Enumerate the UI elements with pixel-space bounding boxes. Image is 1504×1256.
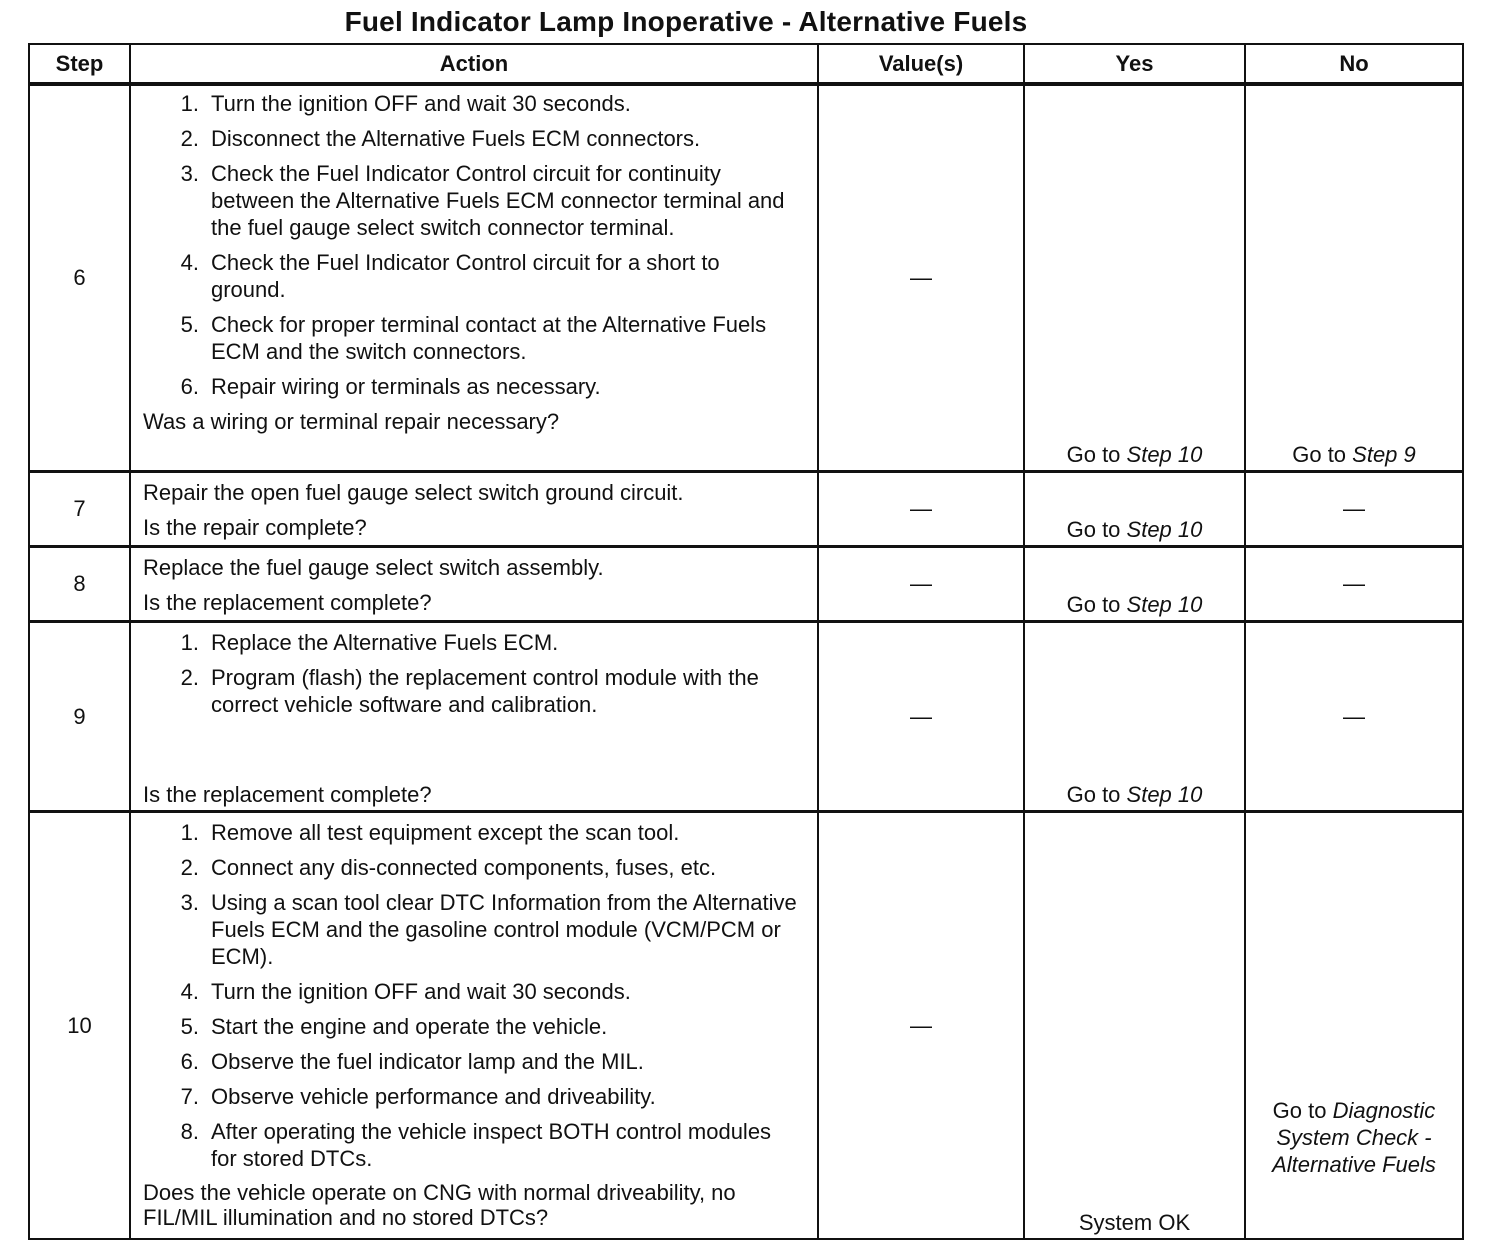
action-cell	[130, 546, 818, 621]
value-cell: —	[818, 546, 1024, 621]
action-cell	[130, 811, 818, 1239]
step-number: 7	[29, 471, 130, 546]
value-cell: —	[818, 84, 1024, 471]
yes-cell	[1024, 471, 1245, 546]
header-action: Action	[130, 44, 818, 84]
action-text: Repair the open fuel gauge select switch ground circuit.	[143, 479, 684, 505]
action-list	[143, 819, 797, 1172]
question-text: Was a wiring or terminal repair necessary?	[143, 409, 560, 434]
yes-cell	[1024, 546, 1245, 621]
yes-cell	[1024, 84, 1245, 471]
yes-cell	[1024, 811, 1245, 1239]
table-row	[29, 84, 1463, 471]
list-item: 3. Check the Fuel Indicator Control circuit for continuity between the Alternative Fuels ECM connector terminal and the fuel gauge select switch connector terminal.	[180, 161, 785, 240]
header-values: Value(s)	[818, 44, 1024, 84]
yes-instruction: Go to Step 10	[1066, 781, 1203, 807]
step-number: 10	[29, 811, 130, 1239]
page-title: Fuel Indicator Lamp Inoperative - Alternative Fuels	[344, 6, 1028, 37]
list-item: 3. Using a scan tool clear DTC Information from the Alternative Fuels ECM and the gasoline control module (VCM/PCM or ECM).	[180, 889, 797, 969]
list-item: 4. Turn the ignition OFF and wait 30 seconds.	[180, 978, 631, 1004]
yes-instruction: Go to Step 10	[1066, 591, 1203, 617]
list-item: 4. Check the Fuel Indicator Control circuit for a short to ground.	[180, 250, 720, 302]
question-text: Is the repair complete?	[143, 514, 367, 540]
no-cell	[1245, 811, 1463, 1239]
list-item: 5. Start the engine and operate the vehicle.	[180, 1013, 608, 1039]
table-row	[29, 471, 1463, 546]
list-item: 1. Remove all test equipment except the scan tool.	[180, 819, 680, 845]
value-cell: —	[818, 811, 1024, 1239]
value-cell: —	[818, 471, 1024, 546]
yes-cell	[1024, 621, 1245, 811]
question-text: Is the replacement complete?	[143, 781, 432, 807]
value-cell: —	[818, 621, 1024, 811]
list-item: 2. Connect any dis-connected components, fuses, etc.	[180, 854, 717, 880]
question-text: Does the vehicle operate on CNG with normal driveability, no FIL/MIL illumination and no stored DTCs?	[143, 1179, 736, 1230]
header-step: Step	[29, 44, 130, 84]
yes-instruction: Go to Step 10	[1066, 441, 1203, 467]
table-row	[29, 811, 1463, 1239]
table-row	[29, 621, 1463, 811]
table-row	[29, 546, 1463, 621]
no-cell	[1245, 84, 1463, 471]
list-item: 6. Repair wiring or terminals as necessary.	[180, 374, 601, 399]
list-item: 2. Disconnect the Alternative Fuels ECM connectors.	[180, 126, 701, 151]
list-item: 7. Observe vehicle performance and driveability.	[180, 1083, 656, 1109]
header-row	[29, 44, 1463, 84]
step-number: 9	[29, 621, 130, 811]
list-item: 8. After operating the vehicle inspect BOTH control modules for stored DTCs.	[180, 1118, 772, 1171]
no-instruction: Go to Step 9	[1292, 441, 1416, 467]
action-list	[143, 90, 797, 400]
list-item: 2. Program (flash) the replacement control module with the correct vehicle software and calibration.	[180, 664, 759, 717]
list-item: 5. Check for proper terminal contact at the Alternative Fuels ECM and the switch connectors.	[180, 312, 767, 364]
action-cell	[130, 471, 818, 546]
diagnostic-table	[28, 43, 1464, 1240]
no-cell: —	[1245, 546, 1463, 621]
step-number: 6	[29, 84, 130, 471]
header-yes: Yes	[1024, 44, 1245, 84]
action-list	[143, 629, 797, 718]
no-instruction: Go to Diagnostic System Check - Alternative Fuels	[1272, 1098, 1436, 1177]
no-cell: —	[1245, 621, 1463, 811]
list-item: 1. Turn the ignition OFF and wait 30 seconds.	[180, 91, 631, 116]
no-cell: —	[1245, 471, 1463, 546]
list-item: 1. Replace the Alternative Fuels ECM.	[180, 629, 559, 655]
question-text: Is the replacement complete?	[143, 589, 432, 615]
action-cell	[130, 84, 818, 471]
action-text: Replace the fuel gauge select switch assembly.	[143, 554, 604, 580]
list-item: 6. Observe the fuel indicator lamp and the MIL.	[180, 1048, 644, 1074]
action-cell	[130, 621, 818, 811]
header-no: No	[1245, 44, 1463, 84]
yes-instruction: Go to Step 10	[1066, 516, 1203, 542]
step-number: 8	[29, 546, 130, 621]
yes-instruction: System OK	[1078, 1210, 1191, 1235]
